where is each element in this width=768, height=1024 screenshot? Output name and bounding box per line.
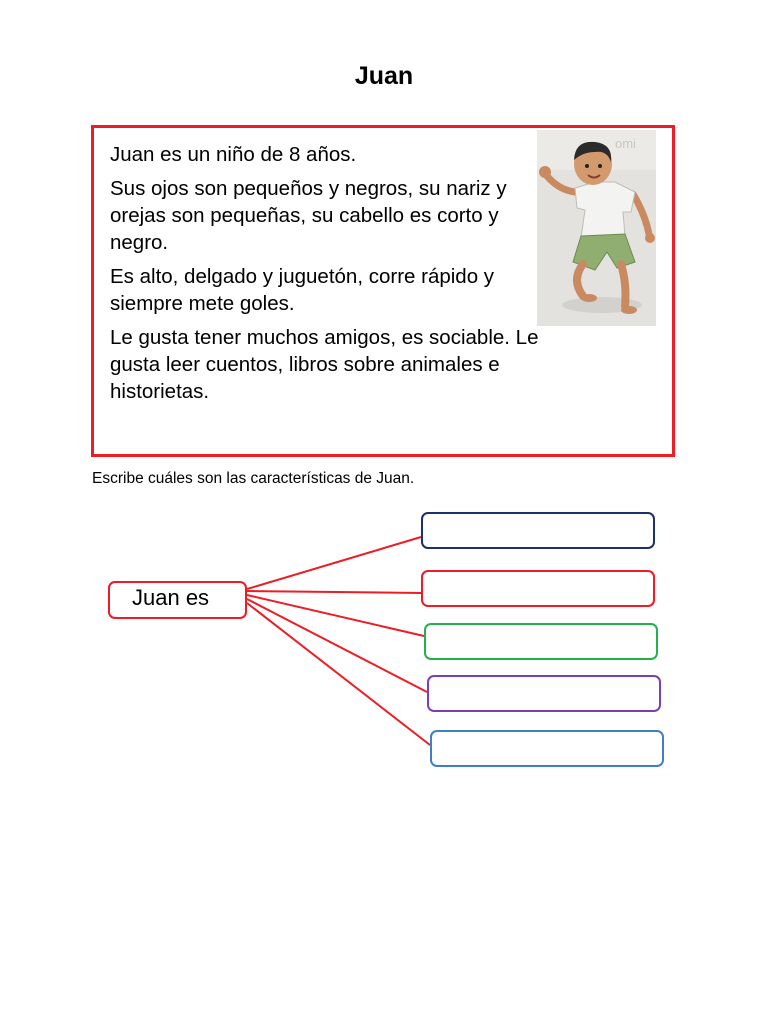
answer-box-5[interactable] — [430, 730, 664, 767]
connector-line — [247, 603, 430, 745]
story-paragraph-2: Sus ojos son pequeños y negros, su nariz y orejas son pequeñas, su cabello es corto y negro. — [110, 177, 507, 254]
instruction-text: Escribe cuáles son las características de Juan. — [92, 470, 415, 487]
connector-line — [247, 537, 421, 589]
connector-line — [247, 591, 421, 593]
story-paragraph-4: Le gusta tener muchos amigos, es sociable. Le gusta leer cuentos, libros sobre animales e historietas. — [110, 326, 539, 403]
svg-text:omi: omi — [615, 136, 636, 151]
juan-es-box: Juan es — [108, 581, 247, 619]
story-paragraph-1: Juan es un niño de 8 años. — [110, 143, 357, 166]
connector-line — [247, 595, 424, 636]
connector-line — [247, 599, 427, 692]
answer-box-3[interactable] — [424, 623, 658, 660]
answer-box-2[interactable] — [421, 570, 655, 607]
page-title: Juan — [354, 62, 414, 90]
answer-box-4[interactable] — [427, 675, 661, 712]
answer-box-1[interactable] — [421, 512, 655, 549]
story-paragraph-3: Es alto, delgado y juguetón, corre rápido y siempre mete goles. — [110, 265, 495, 315]
